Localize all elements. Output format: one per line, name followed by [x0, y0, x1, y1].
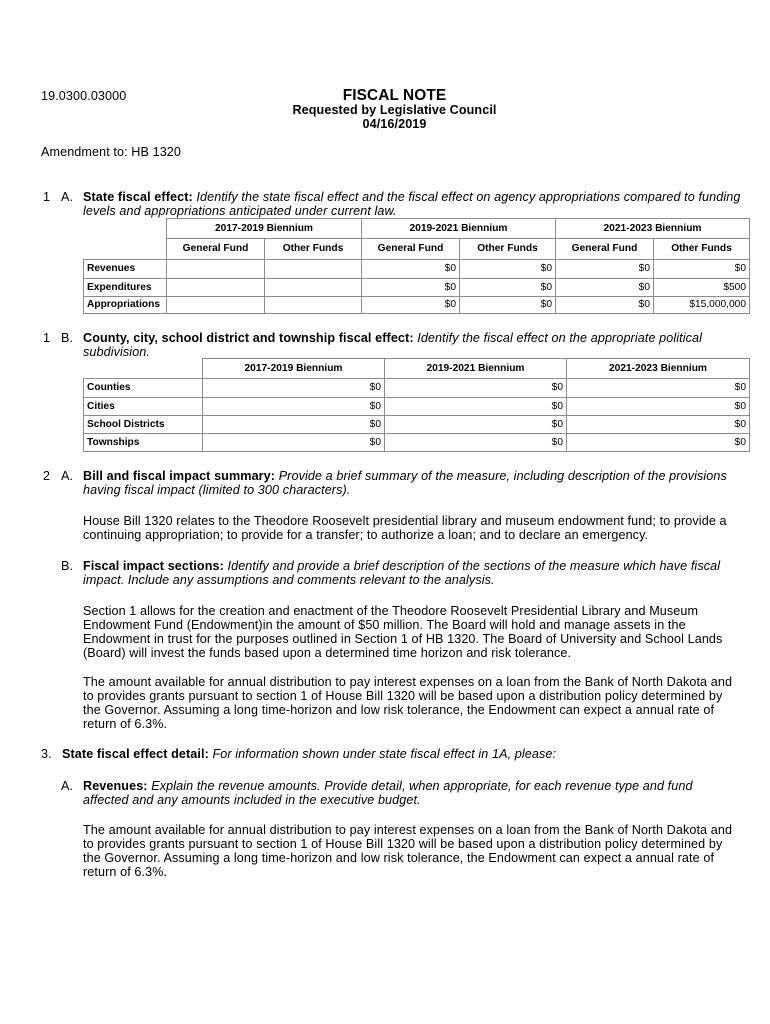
section-heading: State fiscal effect detail: — [62, 747, 209, 761]
body-line: return of 6.3%. — [83, 717, 168, 731]
section-number: 1 — [43, 190, 51, 204]
section-letter: B. — [61, 331, 74, 345]
fiscal-sections-paragraph — [83, 604, 722, 660]
body-line: to provides grants pursuant to section 1 of House Bill 1320 will be based upon a distribution policy determined by — [83, 689, 723, 703]
table-cell: $0 — [460, 297, 556, 314]
note-date: 04/16/2019 — [362, 117, 427, 131]
section-heading: County, city, school district and township fiscal effect: — [83, 331, 414, 345]
requested-by: Requested by Legislative Council — [292, 103, 497, 117]
section-heading: State fiscal effect: — [83, 190, 193, 204]
body-line: the Governor. Assuming a long time-horizon and low risk tolerance, the Endowment can expect a annual rate of — [83, 851, 715, 865]
body-line: (Board) will invest the funds based upon a determined time horizon and risk tolerance. — [83, 646, 572, 660]
section-number: 3. — [41, 747, 52, 761]
document-number: 19.0300.03000 — [41, 89, 127, 103]
table-cell — [265, 279, 362, 297]
section-3-heading-block — [62, 747, 556, 761]
table-cell: $0 — [362, 297, 460, 314]
table-cell: $0 — [654, 260, 750, 279]
page-title: FISCAL NOTE — [342, 87, 447, 104]
table-row — [84, 297, 750, 314]
table-row — [84, 260, 750, 279]
table-header-row — [84, 219, 750, 239]
table-cell — [265, 297, 362, 314]
row-label: Expenditures — [84, 279, 167, 297]
section-instruction: Provide a brief summary of the measure, including description of the provisions — [278, 469, 727, 483]
row-label: Revenues — [84, 260, 167, 279]
table-cell — [167, 279, 265, 297]
biennium-header: 2019-2021 Biennium — [385, 359, 567, 379]
table-cell: $15,000,000 — [654, 297, 750, 314]
table-row — [84, 434, 750, 452]
body-line: the Governor. Assuming a long time-horizon and low risk tolerance, the Endowment can expect a annual rate of — [83, 703, 715, 717]
row-label: Cities — [84, 398, 203, 416]
table-cell: $0 — [385, 398, 567, 416]
body-line: Endowment in trust for the purposes outlined in Section 1 of HB 1320. The Board of University and School Lands — [83, 632, 723, 646]
table-cell: $0 — [567, 416, 750, 434]
table-cell: $0 — [567, 379, 750, 398]
amendment-line: Amendment to: HB 1320 — [41, 145, 182, 159]
table-cell: $0 — [362, 260, 460, 279]
section-instruction: affected and any amounts included in the executive budget. — [83, 793, 421, 807]
row-label: Appropriations — [84, 297, 167, 314]
section-instruction: Explain the revenue amounts. Provide detail, when appropriate, for each revenue type and fund — [151, 779, 693, 793]
section-1b-heading-block — [83, 331, 702, 359]
table-cell: $0 — [556, 279, 654, 297]
table-header-row — [84, 239, 750, 260]
body-line: return of 6.3%. — [83, 865, 168, 879]
table-cell: $0 — [567, 398, 750, 416]
fund-header: General Fund — [167, 239, 265, 260]
body-line: The amount available for annual distribution to pay interest expenses on a loan from the Bank of North Dakota and — [83, 823, 733, 837]
body-line: Section 1 allows for the creation and enactment of the Theodore Roosevelt Presidential Library and Museum — [83, 604, 699, 618]
body-line: Endowment Fund (Endowment)in the amount of $50 million. The Board will hold and manage assets in the — [83, 618, 686, 632]
section-2a-heading-block — [83, 469, 727, 497]
body-line: The amount available for annual distribution to pay interest expenses on a loan from the Bank of North Dakota and — [83, 675, 733, 689]
table-cell: $0 — [203, 398, 385, 416]
section-letter: A. — [61, 190, 74, 204]
section-number: 1 — [43, 331, 51, 345]
biennium-header: 2017-2019 Biennium — [203, 359, 385, 379]
body-line: to provides grants pursuant to section 1 of House Bill 1320 will be based upon a distribution policy determined by — [83, 837, 723, 851]
section-letter: A. — [61, 779, 74, 793]
table-cell: $0 — [556, 260, 654, 279]
row-label: School Districts — [84, 416, 203, 434]
state-fiscal-effect-table — [83, 218, 750, 314]
table-cell: $0 — [460, 279, 556, 297]
table-header-row — [84, 359, 750, 379]
fund-header: General Fund — [362, 239, 460, 260]
body-line: House Bill 1320 relates to the Theodore Roosevelt presidential library and museum endowment fund; to provide a — [83, 514, 727, 528]
table-cell: $0 — [460, 260, 556, 279]
fund-header: General Fund — [556, 239, 654, 260]
section-instruction: Identify and provide a brief description of the sections of the measure which have fiscal — [227, 559, 721, 573]
table-row — [84, 398, 750, 416]
revenues-paragraph — [83, 823, 732, 879]
section-1a-heading-block — [83, 190, 740, 218]
table-cell: $0 — [203, 434, 385, 452]
table-cell — [167, 297, 265, 314]
section-instruction: For information shown under state fiscal effect in 1A, please: — [212, 747, 557, 761]
table-corner — [84, 219, 167, 260]
table-cell: $0 — [203, 416, 385, 434]
table-row — [84, 279, 750, 297]
section-3a-heading-block — [83, 779, 693, 807]
section-instruction: levels and appropriations anticipated under current law. — [83, 204, 397, 218]
section-heading: Revenues: — [83, 779, 148, 793]
summary-paragraph — [83, 514, 727, 542]
table-cell: $0 — [203, 379, 385, 398]
table-cell: $0 — [567, 434, 750, 452]
body-line: continuing appropriation; to provide for a transfer; to authorize a loan; and to declare an emergency. — [83, 528, 649, 542]
distribution-paragraph — [83, 675, 732, 731]
table-cell: $0 — [556, 297, 654, 314]
section-instruction: having fiscal impact (limited to 300 characters). — [83, 483, 351, 497]
political-subdivision-table — [83, 358, 750, 452]
section-instruction: Identify the state fiscal effect and the fiscal effect on agency appropriations compared to funding — [196, 190, 741, 204]
table-cell — [167, 260, 265, 279]
table-corner — [84, 359, 203, 379]
table-cell: $0 — [362, 279, 460, 297]
table-cell: $0 — [385, 416, 567, 434]
fund-header: Other Funds — [460, 239, 556, 260]
section-instruction: subdivision. — [83, 345, 151, 359]
section-letter: A. — [61, 469, 74, 483]
section-number: 2 — [43, 469, 51, 483]
table-cell: $500 — [654, 279, 750, 297]
row-label: Counties — [84, 379, 203, 398]
table-row — [84, 416, 750, 434]
biennium-header: 2019-2021 Biennium — [362, 219, 556, 239]
fund-header: Other Funds — [265, 239, 362, 260]
section-2b-heading-block — [83, 559, 720, 587]
table-row — [84, 379, 750, 398]
table-cell — [265, 260, 362, 279]
section-letter: B. — [61, 559, 74, 573]
fund-header: Other Funds — [654, 239, 750, 260]
section-heading: Bill and fiscal impact summary: — [83, 469, 276, 483]
biennium-header: 2021-2023 Biennium — [556, 219, 750, 239]
row-label: Townships — [84, 434, 203, 452]
section-instruction: Identify the fiscal effect on the appropriate political — [417, 331, 703, 345]
table-cell: $0 — [385, 379, 567, 398]
section-instruction: impact. Include any assumptions and comments relevant to the analysis. — [83, 573, 495, 587]
table-cell: $0 — [385, 434, 567, 452]
biennium-header: 2021-2023 Biennium — [567, 359, 750, 379]
section-heading: Fiscal impact sections: — [83, 559, 224, 573]
biennium-header: 2017-2019 Biennium — [167, 219, 362, 239]
